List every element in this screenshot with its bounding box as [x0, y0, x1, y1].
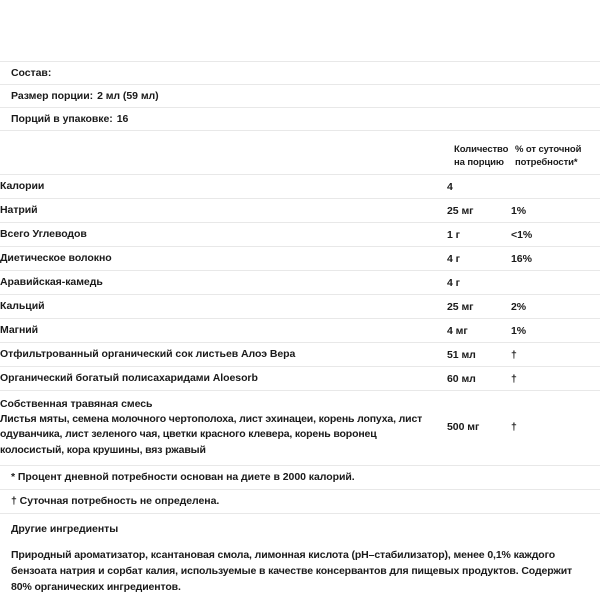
- cell-daily-value: <1%: [511, 223, 600, 247]
- column-header-daily-value-label: % от суточной потребности*: [515, 144, 582, 168]
- column-header-daily-value: [511, 131, 600, 175]
- info-value-servings-per-container: 16: [116, 113, 129, 125]
- cell-blend-daily-value: †: [511, 391, 600, 465]
- table-body: [0, 175, 600, 465]
- cell-amount-per-serving: 4 мг: [447, 319, 511, 343]
- cell-amount-per-serving: 4 г: [447, 247, 511, 271]
- cell-nutrient-name: Калории: [0, 175, 447, 199]
- info-value-serving-size: 2 мл (59 мл): [97, 90, 159, 102]
- table-header: [0, 131, 600, 175]
- other-ingredients-heading: Другие ингредиенты: [0, 513, 600, 535]
- cell-nutrient-name: Отфильтрованный органический сок листьев Алоэ Вера: [0, 343, 447, 367]
- cell-daily-value: [511, 271, 600, 295]
- blend-ingredients: Листья мяты, семена молочного чертополоха, лист эхинацеи, корень лопуха, лист одуванчика, лист зеленого чая, цветки красного клевера, корень воронец колосистый, кора крушины, вяз ржавый: [0, 413, 423, 456]
- info-row-composition: [0, 61, 600, 84]
- cell-amount-per-serving: 4 г: [447, 271, 511, 295]
- table-row: [0, 223, 600, 247]
- cell-nutrient-name: Магний: [0, 319, 447, 343]
- cell-nutrient-name: Кальций: [0, 295, 447, 319]
- info-row-serving-size: [0, 84, 600, 107]
- table-row: [0, 175, 600, 199]
- table-row: [0, 271, 600, 295]
- table-row: [0, 295, 600, 319]
- footnote-dagger: † Суточная потребность не определена.: [0, 489, 600, 513]
- table-row-proprietary-blend: [0, 391, 600, 465]
- column-header-nutrient: [0, 131, 447, 175]
- cell-nutrient-name: Натрий: [0, 199, 447, 223]
- cell-amount-per-serving: 1 г: [447, 223, 511, 247]
- cell-daily-value: †: [511, 343, 600, 367]
- footnote-daily-value-basis: * Процент дневной потребности основан на диете в 2000 калорий.: [0, 465, 600, 489]
- top-spacer: [0, 0, 600, 61]
- cell-daily-value: [511, 175, 600, 199]
- cell-daily-value: 16%: [511, 247, 600, 271]
- table-row: [0, 319, 600, 343]
- cell-amount-per-serving: 25 мг: [447, 295, 511, 319]
- cell-nutrient-name: Органический богатый полисахаридами Aloesorb: [0, 367, 447, 391]
- cell-daily-value: 2%: [511, 295, 600, 319]
- cell-blend-name: [0, 391, 447, 465]
- table-row: [0, 367, 600, 391]
- cell-blend-amount: 500 мг: [447, 391, 511, 465]
- table-header-row: [0, 131, 600, 175]
- table-row: [0, 247, 600, 271]
- cell-amount-per-serving: 60 мл: [447, 367, 511, 391]
- cell-amount-per-serving: 4: [447, 175, 511, 199]
- cell-nutrient-name: Всего Углеводов: [0, 223, 447, 247]
- cell-nutrient-name: Диетическое волокно: [0, 247, 447, 271]
- info-label-servings-per-container: Порций в упаковке:: [11, 113, 113, 125]
- cell-nutrient-name: Аравийская-камедь: [0, 271, 447, 295]
- info-label-serving-size: Размер порции:: [11, 90, 94, 102]
- table-row: [0, 343, 600, 367]
- info-label-composition: Состав:: [11, 67, 52, 79]
- nutrition-facts-table: [0, 130, 600, 465]
- info-row-servings-per-container: [0, 107, 600, 130]
- other-ingredients-text: Природный ароматизатор, ксантановая смола, лимонная кислота (pH–стабилизатор), менее 0,1% каждого бензоата натрия и сорбат калия, используемые в качестве консервантов для пищевых продуктов. Содержит 80% органических ингредиентов.: [11, 548, 573, 594]
- cell-amount-per-serving: 51 мл: [447, 343, 511, 367]
- cell-amount-per-serving: 25 мг: [447, 199, 511, 223]
- column-header-amount: [447, 131, 511, 175]
- column-header-amount-label: Количество на порцию: [454, 144, 509, 168]
- table-row: [0, 199, 600, 223]
- cell-daily-value: †: [511, 367, 600, 391]
- blend-title: Собственная травяная смесь: [0, 398, 153, 410]
- cell-daily-value: 1%: [511, 199, 600, 223]
- cell-daily-value: 1%: [511, 319, 600, 343]
